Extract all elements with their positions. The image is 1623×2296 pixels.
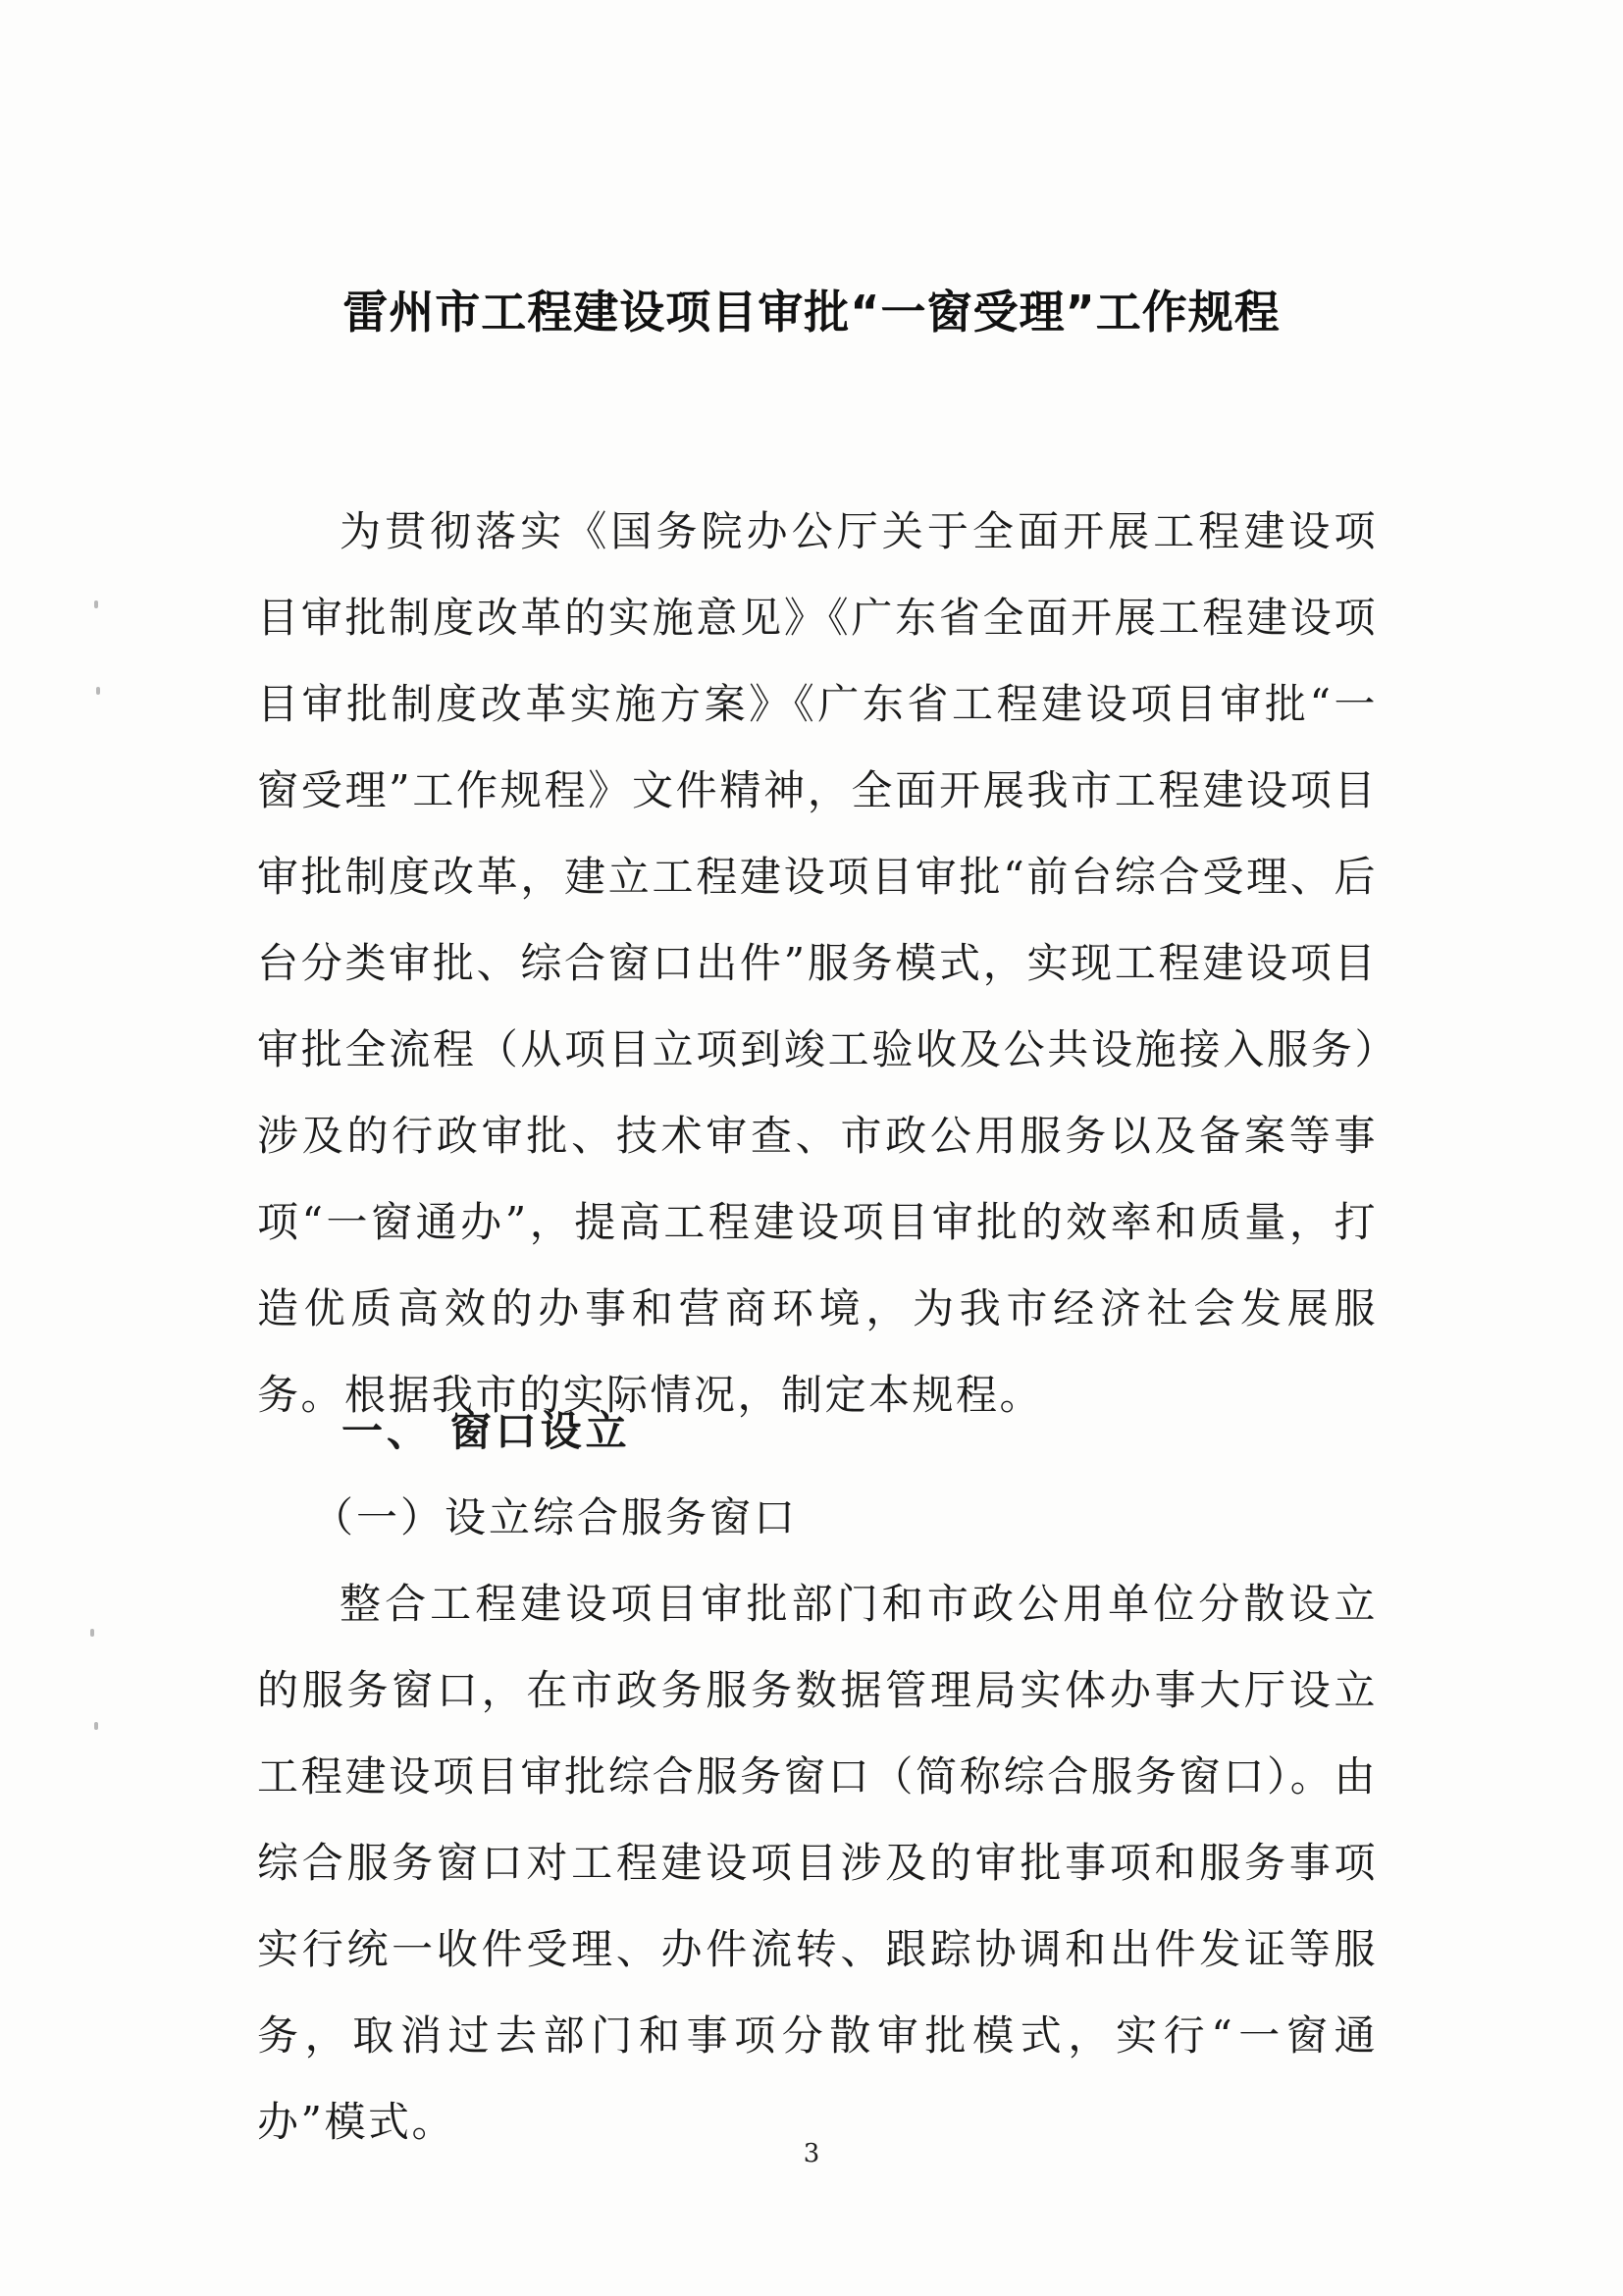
scan-speck (94, 1722, 98, 1730)
document-title: 雷州市工程建设项目审批“一窗受理”工作规程 (342, 286, 1281, 339)
section-heading-window-setup: 一、 窗口设立 (341, 1407, 631, 1455)
intro-paragraph: 为贯彻落实《国务院办公厅关于全面开展工程建设项目审批制度改革的实施意见》《广东省全面开展工程建设项目审批制度改革实施方案》《广东省工程建设项目审批“一窗受理”工作规程》文件精神，全面开展我市工程建设项目审批制度改革，建立工程建设项目审批“前台综合受理、后台分类审批、综合窗口出件”服务模式，实现工程建设项目审批全流程（从项目立项到竣工验收及公共设施接入服务）涉及的行政审批、技术审查、市政公用服务以及备案等事项“一窗通办”，提高工程建设项目审批的效率和质量，打造优质高效的办事和营商环境，为我市经济社会发展服务。根据我市的实际情况，制定本规程。 (257, 507, 1378, 1419)
page-number: 3 (803, 2139, 820, 2168)
subsection-paragraph: 整合工程建设项目审批部门和市政公用单位分散设立的服务窗口，在市政务服务数据管理局实体办事大厅设立工程建设项目审批综合服务窗口（简称综合服务窗口）。由综合服务窗口对工程建设项目涉及的审批事项和服务事项实行统一收件受理、办件流转、跟踪协调和出件发证等服务，取消过去部门和事项分散审批模式，实行“一窗通办”模式。 (257, 1580, 1378, 2146)
scan-speck (94, 600, 98, 608)
scan-speck (90, 1629, 94, 1637)
subsection-heading-comprehensive-window: （一）设立综合服务窗口 (312, 1493, 799, 1541)
scan-speck (96, 687, 100, 695)
